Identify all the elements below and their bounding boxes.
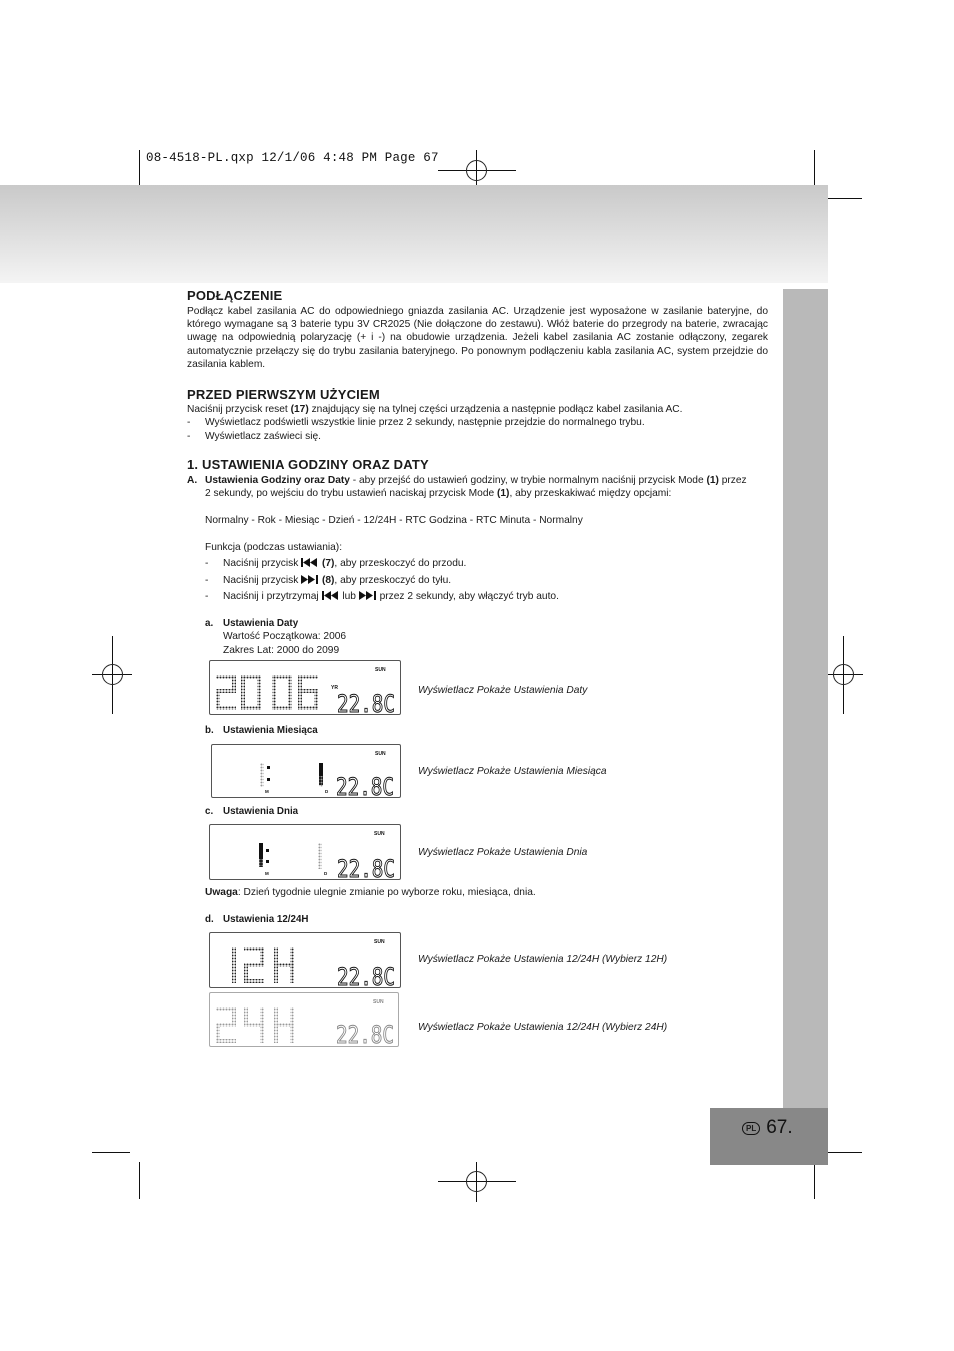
language-badge: PL [742,1122,760,1135]
sub-label-a: a. [205,618,214,629]
item-a-line1: Ustawienia Godziny oraz Daty - aby przejść do ustawień godziny, w trybie normalnym naciśnij przycisk Mode (1) przez [205,475,747,486]
lcd-sun-indicator: SUN [374,831,385,837]
lcd-digit [241,675,261,710]
lcd-digit [274,1007,294,1043]
caption-day: Wyświetlacz Pokaże Ustawienia Dnia [418,847,588,858]
registration-mark-bottom [438,1162,516,1202]
sub-title-date: Ustawienia Daty [223,618,299,629]
section-connection-body [187,305,768,371]
lcd-d-indicator: D [324,871,328,876]
list-item: - [205,575,209,586]
skip-forward-icon [301,575,319,584]
section-heading-first-use: PRZED PIERWSZYM UŻYCIEM [187,387,380,402]
page-number [742,1117,793,1139]
paragraph-line: Podłącz kabel zasilania AC do odpowiedniego gniazda zasilania AC. Urządzenie jest wyposażone w zasilanie bateryjne, do [187,306,768,317]
slug-line: 08-4518-PL.qxp 12/1/06 4:48 PM Page 67 [146,151,439,165]
lcd-sun-indicator: SUN [373,999,384,1005]
function-item-back: Naciśnij przycisk (8), aby przeskoczyć do tyłu. [223,575,452,586]
paragraph-line: automatycznie przełączy się do trybu zasilania bateryjnego. Po ponownym podłączeniu kabla zasilania AC, system przejdzie do [187,345,768,357]
crop-mark [814,1162,815,1199]
crop-mark [92,1152,130,1153]
skip-forward-icon [359,591,377,600]
lcd-yr-indicator: YR [331,685,338,691]
skip-back-icon [322,591,340,600]
lcd-digit [216,1007,236,1043]
note: Uwaga: Dzień tygodnie ulegnie zmianie po wyborze roku, miesiąca, dnia. [205,887,536,898]
sub-title-12-24h: Ustawienia 12/24H [223,914,309,925]
lcd-digit [216,675,236,710]
item-a-line2: 2 sekundy, po wejściu do trybu ustawień naciskaj przycisk Mode (1), aby przeskakiwać między opcjami: [205,488,672,499]
lcd-display-year [209,660,401,718]
skip-back-icon [301,558,319,567]
function-item-forward: Naciśnij przycisk (7), aby przeskoczyć do przodu. [223,558,467,569]
lcd-temperature: 22.8C [336,773,394,801]
date-range: Zakres Lat: 2000 do 2099 [223,645,340,656]
lcd-digit [272,675,292,710]
section-heading-connection: PODŁĄCZENIE [187,288,283,303]
crop-mark [814,150,815,187]
lcd-digit [232,947,236,983]
paragraph-line: zasilania kablem. [187,358,266,370]
crop-mark [139,1162,140,1199]
lcd-display-month [211,744,401,801]
sub-title-day: Ustawienia Dnia [223,806,299,817]
lcd-display-24h [209,992,399,1047]
paragraph-line: którego wymagane są 3 baterie typu 3V CR2025 (Nie dołączone do zestawu). Włóż baterie do przegrody na baterie, zwracając [187,319,768,331]
page-number-text: 67. [766,1117,793,1138]
mode-sequence: Normalny - Rok - Miesiąc - Dzień - 12/24H - RTC Godzina - RTC Minuta - Normalny [205,515,583,526]
function-item-auto: Naciśnij i przytrzymaj lub przez 2 sekundy, aby włączyć tryb auto. [223,591,559,602]
lcd-sun-indicator: SUN [374,939,385,945]
sub-label-b: b. [205,725,214,736]
lcd-temperature: 22.8C [337,963,395,991]
crop-mark [139,150,140,187]
lcd-m-indicator: M [265,871,269,876]
lcd-temperature: 22.8C [336,1021,394,1049]
lcd-display-day [209,824,401,883]
list-item: - [187,431,191,442]
lcd-digit [244,1007,264,1043]
item-label-a: A. [187,475,198,486]
caption-12h: Wyświetlacz Pokaże Ustawienia 12/24H (Wybierz 12H) [418,954,668,965]
crop-mark [826,198,862,199]
side-tab-bar [783,289,828,1165]
lcd-digit [274,947,294,983]
lcd-digit [298,675,318,710]
lcd-display-12h [209,932,401,991]
registration-mark-right [823,636,863,714]
lcd-temperature: 22.8C [337,690,395,718]
function-label: Funkcja (podczas ustawiania): [205,542,343,553]
caption-24h: Wyświetlacz Pokaże Ustawienia 12/24H (Wybierz 24H) [418,1022,668,1033]
list-item: - [205,591,209,602]
lcd-temperature: 22.8C [337,855,395,883]
crop-mark [826,1152,862,1153]
caption-month: Wyświetlacz Pokaże Ustawienia Miesiąca [418,766,607,777]
list-item-text: Wyświetlacz podświetli wszystkie linie przez 2 sekundy, następnie przejdzie do normalnego trybu. [205,417,645,428]
section-heading-time-date: 1. USTAWIENIA GODZINY ORAZ DATY [187,457,429,472]
list-item: - [205,558,209,569]
date-initial-value: Wartość Początkowa: 2006 [223,631,347,642]
lcd-sun-indicator: SUN [375,751,386,757]
sub-title-month: Ustawienia Miesiąca [223,725,318,736]
registration-mark-top [438,150,516,190]
caption-date: Wyświetlacz Pokaże Ustawienia Daty [418,685,588,696]
registration-mark-left [92,636,132,714]
lcd-d-indicator: D [325,789,329,794]
first-use-intro: Naciśnij przycisk reset (17) znajdujący się na tylnej części urządzenia a następnie podłącz kabel zasilania AC. [187,404,683,415]
header-gradient-band [0,185,828,283]
list-item-text: Wyświetlacz zaświeci się. [205,431,321,442]
paragraph-line: uwagę na odpowiednią polaryzację (+ i -) na obudowie urządzenia. Jeżeli kabel zasilania AC zostanie odłączony, zegarek [187,332,768,344]
sub-label-d: d. [205,914,214,925]
list-item: - [187,417,191,428]
lcd-sun-indicator: SUN [375,667,386,673]
lcd-m-indicator: M [265,789,269,794]
sub-label-c: c. [205,806,214,817]
lcd-digit [244,947,264,983]
